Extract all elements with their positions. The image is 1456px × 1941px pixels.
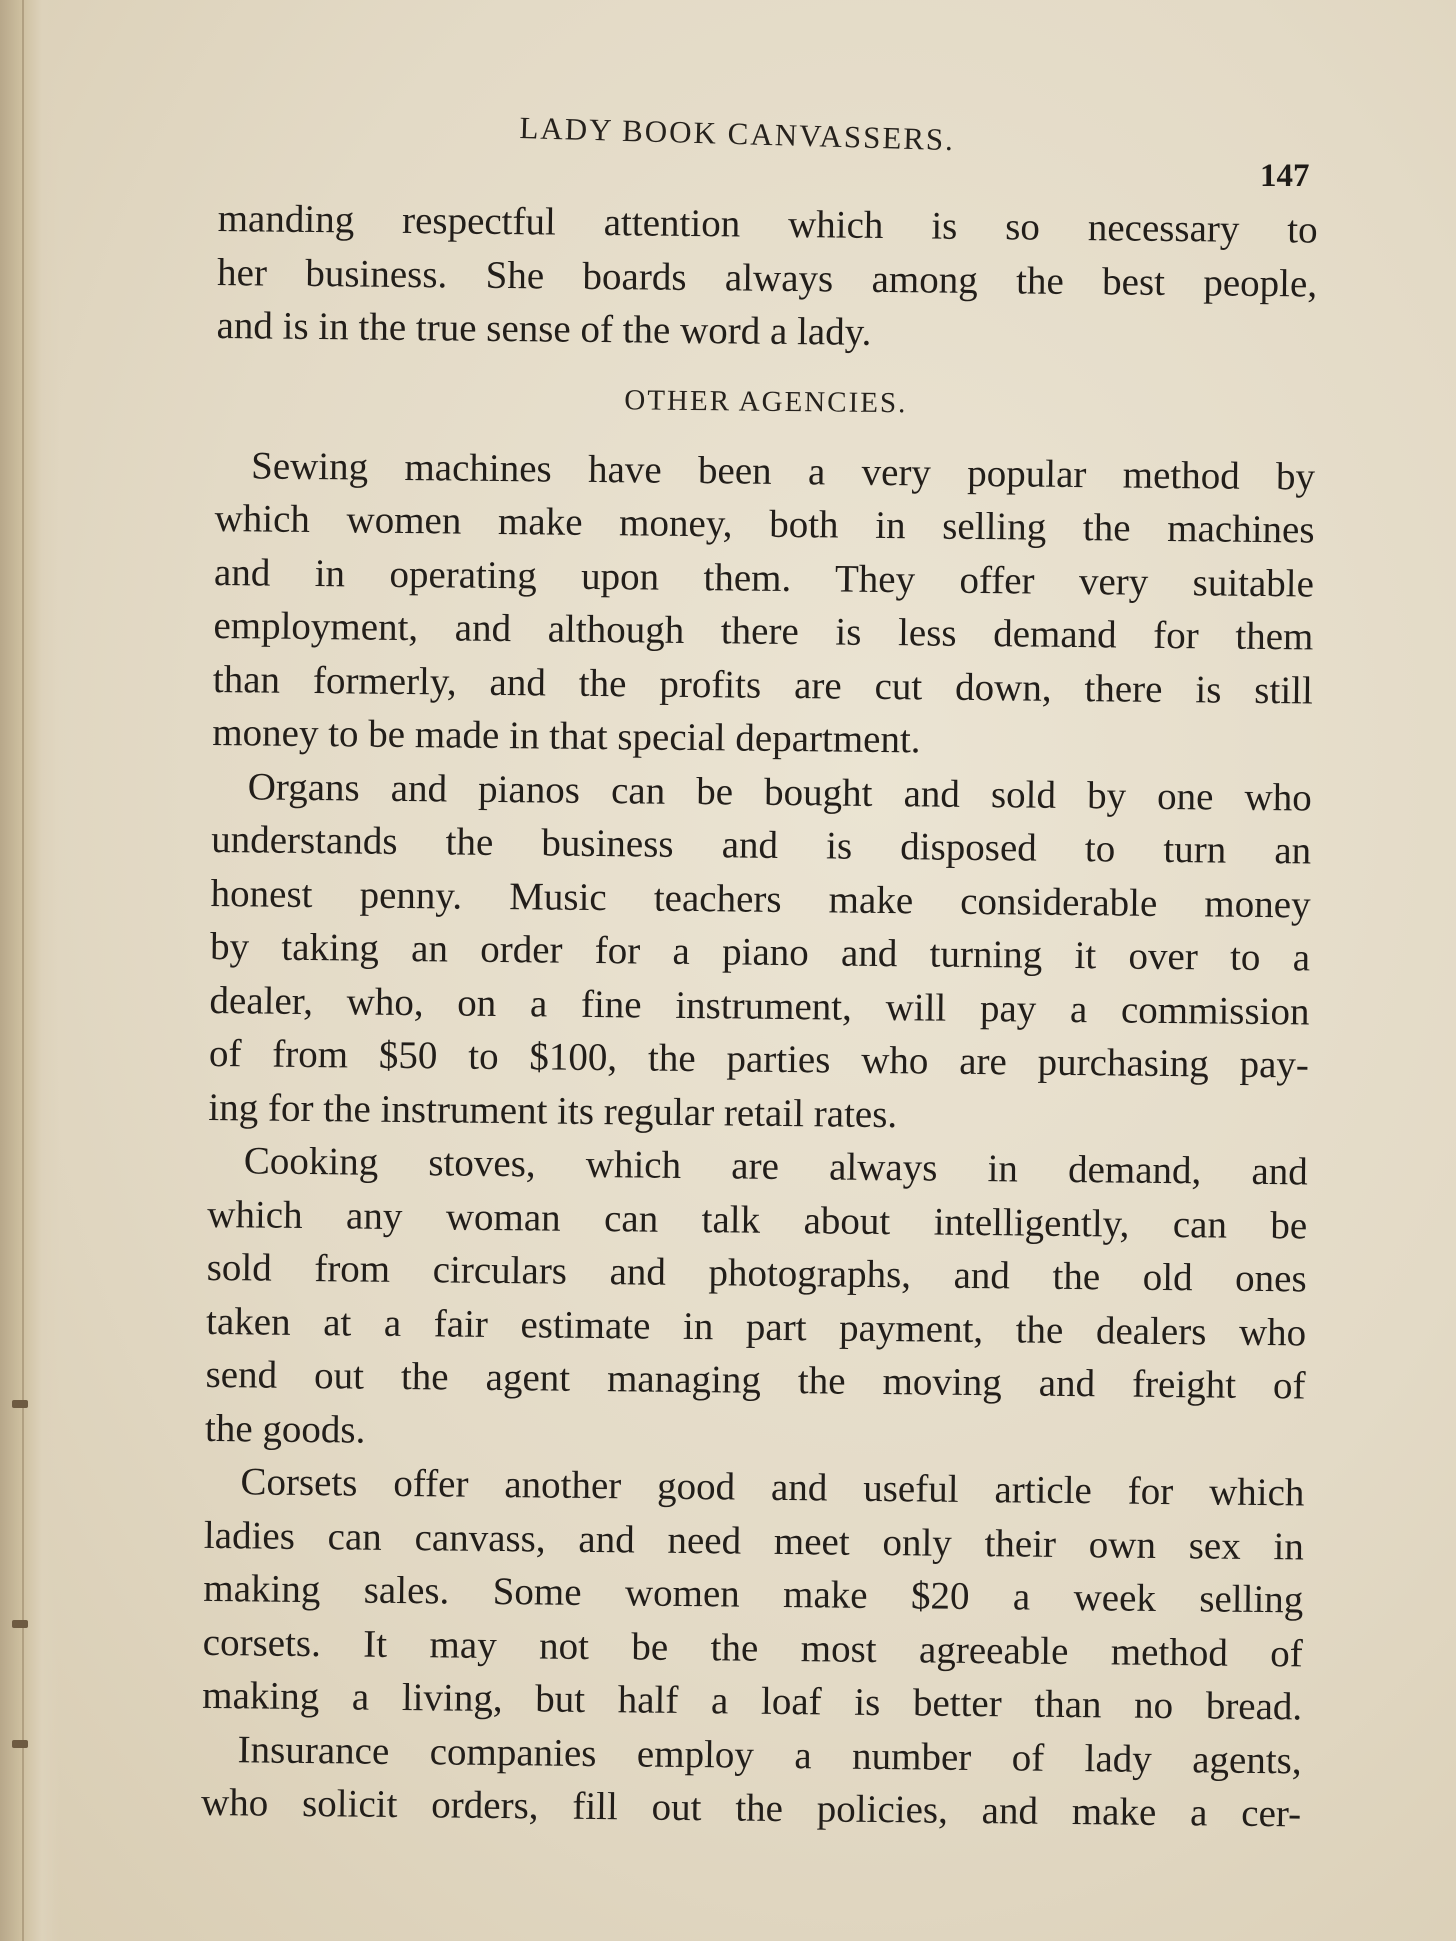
running-head: LADY BOOK CANVASSERS. <box>519 110 956 158</box>
text-line: which women make money, both in selling the machines <box>214 496 1315 552</box>
text-line: manding respectful attention which is so necessary to <box>217 196 1318 252</box>
text-line: ing for the instrument its regular retail rates. <box>208 1085 898 1136</box>
text-line: honest penny. Music teachers make considerable money <box>210 871 1311 926</box>
text-line: taken at a fair estimate in part payment, the dealers who <box>205 1299 1307 1354</box>
text-line: which any woman can talk about intelligently, can be <box>207 1192 1308 1247</box>
text-line: ladies can canvass, and need meet only their own sex in <box>203 1513 1305 1568</box>
text-line: understands the business and is disposed to turn an <box>210 817 1312 873</box>
text-line: Organs and pianos can be bought and sold by one who <box>247 764 1312 819</box>
text-line: of from $50 to $100, the parties who are purchasing pay- <box>208 1031 1310 1087</box>
text-line: Insurance companies employ a number of lady agents, <box>237 1727 1302 1782</box>
text-line: employment, and although there is less demand for them <box>213 603 1314 659</box>
binding-stitch <box>12 1620 28 1628</box>
text-line: making sales. Some women make $20 a week selling <box>203 1566 1304 1622</box>
text-line: making a living, but half a loaf is better than no bread. <box>202 1673 1303 1729</box>
text-line: who solicit orders, fill out the policies, and make a cer- <box>200 1780 1302 1836</box>
text-line: by taking an order for a piano and turning it over to a <box>209 924 1311 980</box>
text-line: sold from circulars and photographs, and the old ones <box>206 1245 1307 1301</box>
binding-edge <box>22 0 24 1941</box>
page-gutter <box>0 0 60 1941</box>
page-number: 147 <box>1260 158 1310 194</box>
text-line: Sewing machines have been a very popular method by <box>250 443 1316 499</box>
text-line: and in operating upon them. They offer very suitable <box>213 550 1315 605</box>
text-line: dealer, who, on a fine instrument, will pay a commission <box>209 978 1310 1033</box>
section-heading: OTHER AGENCIES. <box>624 383 908 419</box>
binding-stitch <box>12 1740 28 1748</box>
text-line: than formerly, and the profits are cut down, there is still <box>212 657 1314 712</box>
text-line: send out the agent managing the moving and freight of <box>205 1352 1306 1408</box>
page-text <box>201 192 1318 1841</box>
text-line: Cooking stoves, which are always in demand, and <box>243 1139 1309 1194</box>
text-line: Corsets offer another good and useful article for which <box>240 1460 1305 1515</box>
text-line: and is in the true sense of the word a lady. <box>216 303 872 354</box>
text-line: money to be made in that special department. <box>212 710 921 762</box>
binding-stitch <box>12 1400 28 1408</box>
text-line: her business. She boards always among the best people, <box>216 250 1318 306</box>
text-line: the goods. <box>204 1406 366 1452</box>
text-line: corsets. It may not be the most agreeable method of <box>202 1620 1303 1675</box>
